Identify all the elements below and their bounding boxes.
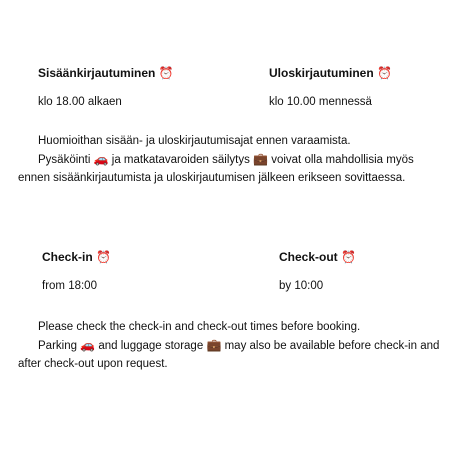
fi-checkin-time: klo 18.00 alkaen (38, 96, 122, 108)
luggage-icon: 💼 (206, 338, 222, 352)
fi-checkout-time: klo 10.00 mennessä (269, 96, 372, 108)
alarm-clock-icon: ⏰ (96, 250, 111, 264)
en-notice-block (18, 318, 440, 373)
en-checkout-time: by 10:00 (279, 280, 324, 292)
fi-notice: Huomioithan sisään- ja uloskirjautumisajat ennen varaamista. (38, 135, 351, 147)
luggage-icon: 💼 (253, 152, 268, 166)
en-checkin-heading: Check-in ⏰ (42, 250, 111, 264)
alarm-clock-icon: ⏰ (341, 250, 356, 264)
en-checkout-heading: Check-out ⏰ (279, 250, 356, 264)
en-extra-services: Parking 🚗 and luggage storage 💼 may also be available before check-in and after check-out upon request. (18, 338, 440, 370)
fi-notice-block (18, 132, 440, 187)
fi-checkout-heading: Uloskirjautuminen ⏰ (269, 66, 392, 80)
en-checkin-time: from 18:00 (42, 280, 97, 292)
fi-extra-services: Pysäköinti 🚗 ja matkatavaroiden säilytys 💼 voivat olla mahdollisia myös ennen sisäänkirjautumista ja uloskirjautumisen jälkeen erikseen sovittaessa. (18, 152, 414, 184)
car-icon: 🚗 (80, 338, 96, 352)
alarm-clock-icon: ⏰ (377, 66, 392, 80)
alarm-clock-icon: ⏰ (158, 66, 174, 80)
fi-checkin-heading: Sisäänkirjautuminen ⏰ (38, 66, 174, 80)
en-notice: Please check the check-in and check-out times before booking. (38, 321, 361, 333)
car-icon: 🚗 (93, 152, 109, 166)
